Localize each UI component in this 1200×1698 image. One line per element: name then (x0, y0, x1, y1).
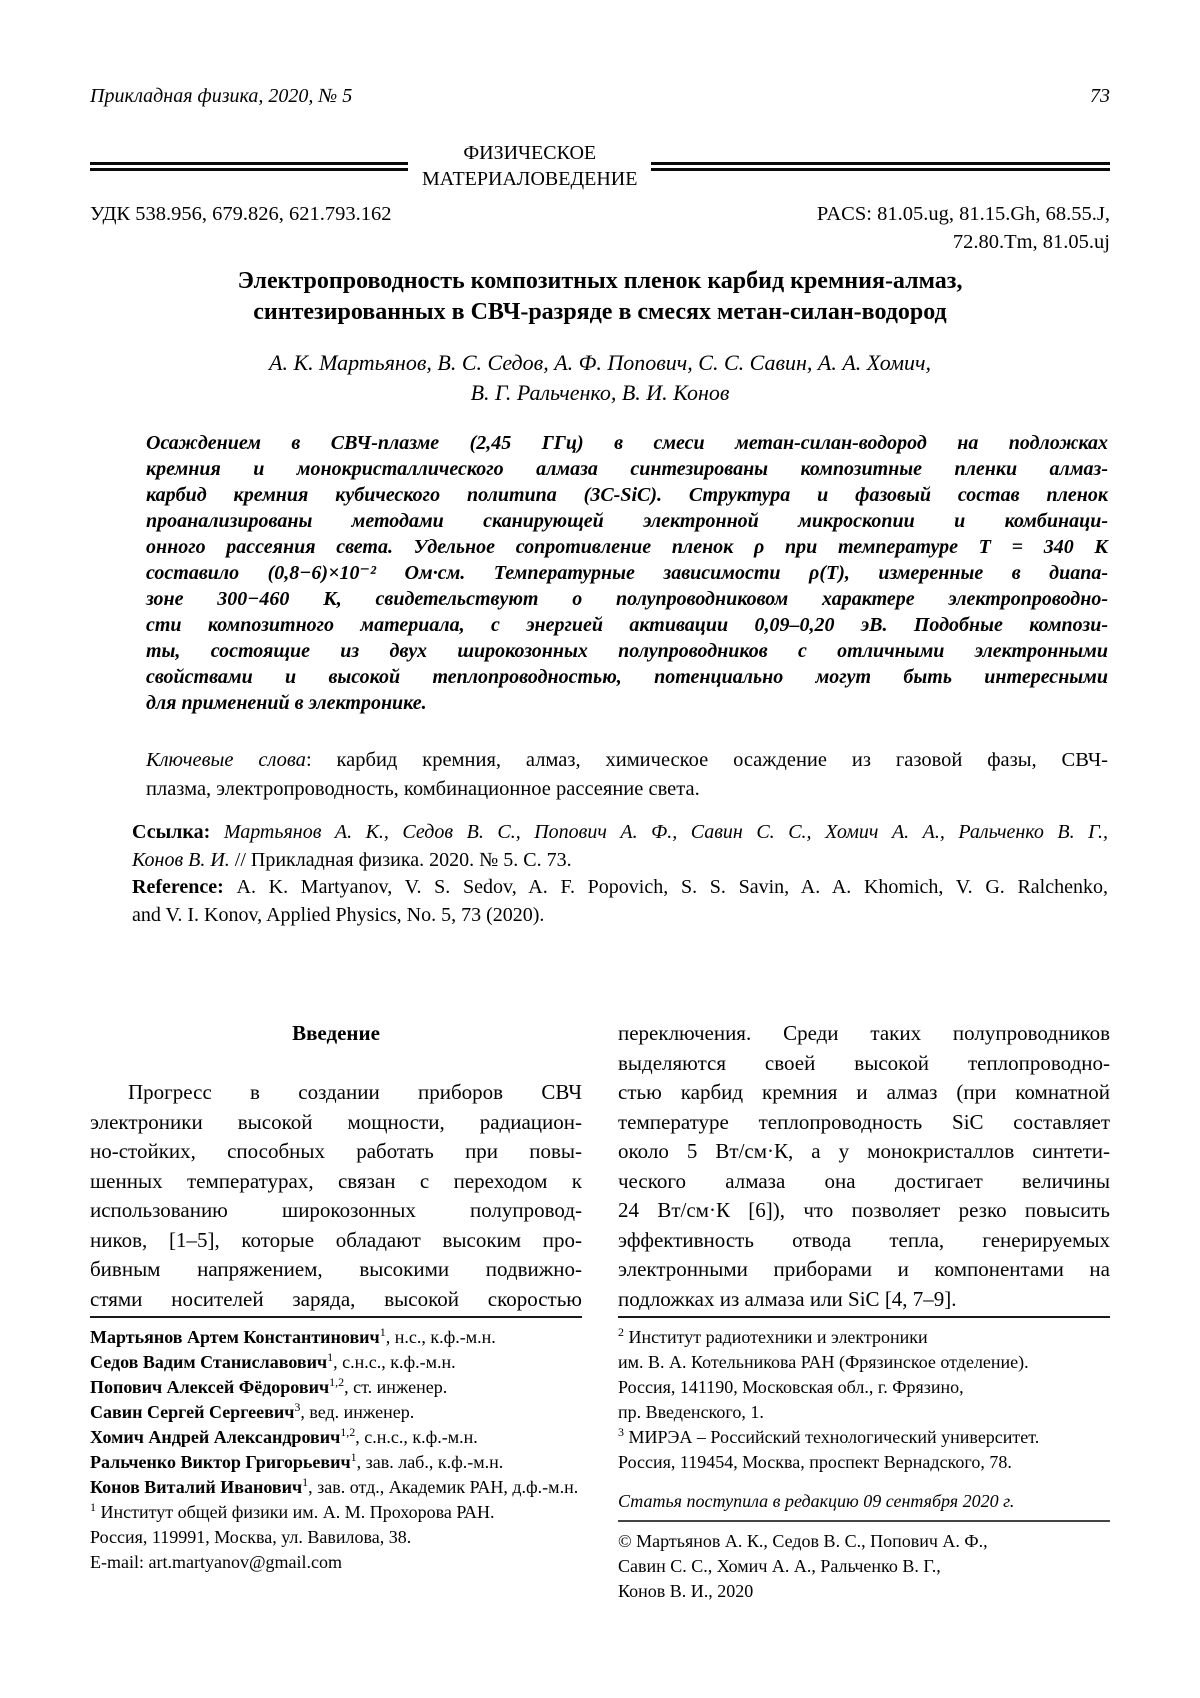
copyright-line: Савин С. С., Хомич А. А., Ральченко В. Г., (618, 1556, 941, 1576)
right-column (618, 1019, 1110, 1314)
pacs-line2: 72.80.Tm, 81.05.uj (952, 231, 1110, 253)
affiliation-3 (618, 1425, 1110, 1450)
citation-en-line2: and V. I. Konov, Applied Physics, No. 5, 73 (2020). (132, 903, 545, 926)
body-line: температуре теплопроводность SiC составляет (618, 1109, 1110, 1134)
affiliation-3-name: МИРЭА – Российский технологический университет. (624, 1427, 1040, 1447)
author-name: Мартьянов Артем Константинович (90, 1327, 380, 1347)
section-heading-row (90, 140, 1110, 192)
affiliation-3-line: Россия, 119454, Москва, проспект Вернадского, 78. (618, 1452, 1012, 1472)
affiliation-marker: 1,2 (329, 1375, 345, 1389)
copyright-line: Конов В. И., 2020 (618, 1581, 754, 1601)
authors-line2: В. Г. Ральченко, В. И. Конов (470, 380, 730, 405)
body-line: подложках из алмаза или SiC [4, 7–9]. (618, 1286, 957, 1311)
body-line: стью карбид кремния и алмаз (при комнатной (618, 1080, 1110, 1104)
keywords-label: Ключевые слова (146, 749, 306, 771)
body-line: Прогресс в создании приборов СВЧ (128, 1080, 582, 1104)
abstract-line: онного рассеяния света. Удельное сопротивление пленок ρ при температуре Т = 340 К (146, 536, 1108, 558)
section-heading-line2: МАТЕРИАЛОВЕДЕНИЕ (422, 168, 638, 190)
abstract-line: Осаждением в СВЧ-плазме (2,45 ГГц) в смеси метан-силан-водород на подложках (146, 432, 1108, 454)
double-rule-right (651, 162, 1110, 171)
author-footnote (90, 1450, 582, 1475)
author-role: , с.н.с., к.ф.-м.н. (355, 1427, 478, 1447)
author-role: , н.с., к.ф.-м.н. (385, 1327, 496, 1347)
citation-ru-author-last: Конов В. И. (132, 848, 230, 871)
citation-en-line1 (132, 874, 1108, 902)
paper-title-line2: синтезированных в СВЧ-разряде в смесях метан-силан-водород (253, 299, 947, 325)
abstract-line: ты, состоящие из двух широкозонных полупроводников с отличными электронными (146, 640, 1108, 662)
author-footnote (90, 1400, 582, 1425)
codes-row (90, 200, 1110, 256)
citation-ru-line1 (132, 819, 1108, 847)
affiliation-marker: 3 (294, 1400, 301, 1414)
affiliation-2-line: им. В. А. Котельникова РАН (Фрязинское отделение). (618, 1352, 1029, 1372)
abstract-line: составило (0,8−6)×10⁻² Ом·см. Температурные зависимости ρ(Т), измеренные в диапа- (146, 562, 1108, 584)
copyright-line: © Мартьянов А. К., Седов В. С., Попович А. Ф., (618, 1531, 988, 1551)
affiliation-1-name: Институт общей физики им. А. М. Прохорова РАН. (96, 1502, 495, 1522)
body-line: ников, [1–5], которые обладают высоким про- (90, 1227, 582, 1252)
author-footnote (90, 1375, 582, 1400)
affiliation-1-address: Россия, 119991, Москва, ул. Вавилова, 38. (90, 1527, 412, 1547)
body-line: эффективность отвода тепла, генерируемых (618, 1227, 1110, 1252)
body-line: бивным напряжением, высокими подвижно- (90, 1257, 582, 1281)
affiliation-marker: 1 (379, 1325, 386, 1339)
body-line: стями носителей заряда, высокой скоростью (90, 1286, 582, 1311)
keywords-block (146, 746, 1108, 804)
affiliation-2-name: Институт радиотехники и электроники (624, 1327, 928, 1347)
affiliation-marker: 2 (618, 1325, 624, 1339)
body-line: использованию широкозонных полупровод- (90, 1198, 582, 1222)
body-line: электронными приборами и компонентами на (618, 1257, 1110, 1281)
pacs-code (817, 200, 1110, 256)
pacs-line1: PACS: 81.05.ug, 81.15.Gh, 68.55.J, (816, 203, 1110, 225)
citation-ru-source: // Прикладная физика. 2020. № 5. С. 73. (229, 848, 572, 871)
abstract-line: карбид кремния кубического политипа (3C-SiC). Структура и фазовый состав пленок (146, 484, 1108, 506)
copyright-block (618, 1520, 1110, 1604)
body-line: выделяются своей высокой теплопроводно- (618, 1050, 1110, 1075)
keywords-line2: плазма, электропроводность, комбинационное рассеяние света. (146, 778, 700, 800)
received-date: Статья поступила в редакцию 09 сентября 2020 г. (618, 1491, 1015, 1511)
journal-name: Прикладная физика, 2020, № 5 (90, 85, 353, 107)
affiliation-marker: 1 (90, 1500, 96, 1514)
author-role: , вед. инженер. (300, 1402, 415, 1422)
affiliation-2-line: Россия, 141190, Московская обл., г. Фрязино, (618, 1377, 964, 1397)
author-role: , с.н.с., к.ф.-м.н. (333, 1352, 456, 1372)
section-heading-line1: ФИЗИЧЕСКОЕ (463, 142, 597, 164)
email-link[interactable]: E-mail: art.martyanov@gmail.com (90, 1552, 342, 1572)
footnotes (90, 1316, 1110, 1604)
author-name: Попович Алексей Фёдорович (90, 1377, 330, 1397)
citation-en-label: Reference: (132, 876, 237, 898)
affiliation-marker: 3 (618, 1425, 624, 1439)
body-line: переключения. Среди таких полупроводников (618, 1021, 1110, 1045)
abstract (146, 430, 1108, 716)
author-name: Савин Сергей Сергеевич (90, 1402, 295, 1422)
double-rule-left (90, 162, 408, 171)
intro-heading: Введение (292, 1021, 380, 1045)
author-footnote (90, 1325, 582, 1350)
author-role: , зав. лаб., к.ф.-м.н. (356, 1452, 504, 1472)
paper-title-line1: Электропроводность композитных пленок карбид кремния-алмаз, (237, 268, 963, 294)
abstract-line: проанализированы методами сканирующей электронной микроскопии и комбинаци- (146, 510, 1108, 532)
author-name: Конов Виталий Иванович (90, 1477, 303, 1497)
citation-ru-authors: Мартьянов А. К., Седов В. С., Попович А. Ф., Савин С. С., Хомич А. А., Ральченко В. Г., (223, 821, 1109, 843)
citation-en-authors: A. K. Martyanov, V. S. Sedov, A. F. Popovich, S. S. Savin, A. A. Khomich, V. G. Ralchenko, (236, 876, 1108, 898)
paper-title (90, 266, 1110, 328)
author-footnote (90, 1425, 582, 1450)
running-header (90, 84, 1110, 108)
affiliation-marker: 1 (327, 1350, 334, 1364)
abstract-line: зоне 300−460 К, свидетельствуют о полупроводниковом характере электропроводно- (146, 588, 1108, 610)
author-footnote (90, 1350, 582, 1375)
author-role: , ст. инженер. (344, 1377, 448, 1397)
abstract-line: сти композитного материала, с энергией активации 0,09–0,20 эВ. Подобные компози- (146, 614, 1108, 636)
udk-code: УДК 538.956, 679.826, 621.793.162 (90, 203, 392, 225)
citation-ru-label: Ссылка: (132, 821, 224, 843)
body-line: около 5 Вт/см·К, а у монокристаллов синтети- (618, 1139, 1110, 1163)
authors-list (90, 348, 1110, 408)
body-line: электроники высокой мощности, радиацион- (90, 1109, 582, 1134)
footnotes-right (618, 1316, 1110, 1604)
keywords-line1 (146, 746, 1108, 775)
affiliation-2-line: пр. Введенского, 1. (618, 1402, 764, 1422)
author-role: , зав. отд., Академик РАН, д.ф.-м.н. (308, 1477, 579, 1497)
footnotes-left (90, 1316, 582, 1604)
abstract-line: кремния и монокристаллического алмаза синтезированы композитные пленки алмаз- (146, 458, 1108, 480)
body-line: шенных температурах, связан с переходом к (90, 1168, 582, 1193)
left-column (90, 1019, 582, 1314)
body-line: но-стойких, способных работать при повы- (90, 1139, 582, 1163)
affiliation-marker: 1,2 (340, 1425, 356, 1439)
abstract-line: для применений в электронике. (146, 692, 427, 714)
affiliation-marker: 1 (350, 1450, 357, 1464)
abstract-line: свойствами и высокой теплопроводностью, потенциально могут быть интересными (146, 666, 1108, 688)
keywords-text: : карбид кремния, алмаз, химическое осаждение из газовой фазы, СВЧ- (305, 749, 1108, 771)
body-columns (90, 1019, 1110, 1314)
page-number: 73 (1090, 85, 1110, 107)
author-footnote (90, 1475, 582, 1500)
contact-email (90, 1550, 582, 1575)
author-name: Хомич Андрей Александрович (90, 1427, 341, 1447)
body-line: 24 Вт/см·К [6]), что позволяет резко повысить (618, 1198, 1110, 1222)
affiliation-1 (90, 1500, 582, 1525)
body-line: ческого алмаза она достигает величины (618, 1168, 1110, 1193)
citation-ru-line2 (132, 847, 1108, 875)
author-name: Седов Вадим Станиславович (90, 1352, 328, 1372)
author-name: Ральченко Виктор Григорьевич (90, 1452, 351, 1472)
authors-line1: А. К. Мартьянов, В. С. Седов, А. Ф. Попович, С. С. Савин, А. А. Хомич, (269, 350, 931, 375)
section-heading (422, 140, 637, 192)
affiliation-2 (618, 1325, 1110, 1350)
affiliation-marker: 1 (302, 1475, 309, 1489)
citation-block (132, 819, 1108, 929)
